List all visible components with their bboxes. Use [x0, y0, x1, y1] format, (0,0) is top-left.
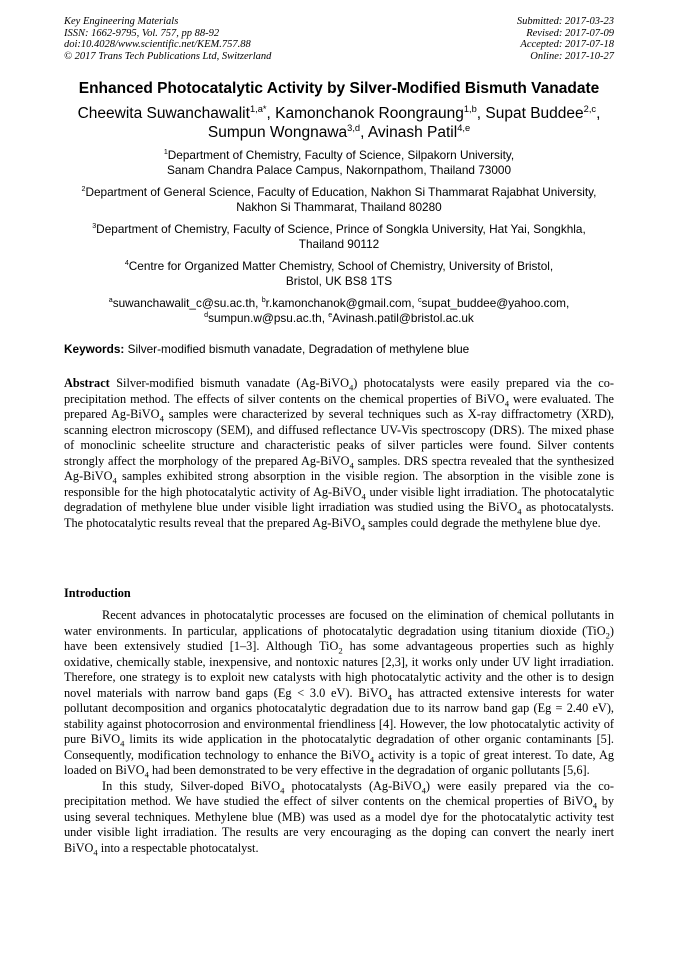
author: Supat Buddee$^{2,c}$: [485, 103, 597, 122]
affiliation: $^1$Department of Chemistry, Faculty of Science, Silpakorn University, Sanam Chandra Palace Campus, Nakornpathom, Thailand 73000: [163, 148, 515, 177]
email-link[interactable]: $^d$sumpun.w@psu.ac.th: [204, 311, 322, 325]
copyright-line: © 2017 Trans Tech Publications Ltd, Switzerland: [64, 50, 272, 62]
affiliation: $^3$Department of Chemistry, Faculty of Science, Prince of Songkla University, Hat Yai, Songkhla, Thailand 90112: [92, 222, 586, 251]
accepted-date: Accepted: 2017-07-18: [520, 39, 614, 50]
author: Cheewita Suwanchawalit$^{1,a*}$: [77, 103, 267, 122]
paper-title: Enhanced Photocatalytic Activity by Silver-Modified Bismuth Vanadate: [78, 80, 600, 97]
keywords: [64, 342, 614, 356]
issn-line: ISSN: 1662-9795, Vol. 757, pp 88-92: [64, 27, 220, 39]
affiliation: $^2$Department of General Science, Faculty of Education, Nakhon Si Thammarat Rajabhat University, Nakhon Si Thammarat, Thailand 80280: [81, 185, 597, 214]
doi-line: doi:10.4028/www.scientific.net/KEM.757.88: [64, 39, 251, 50]
introduction-body: [64, 608, 614, 856]
email-list: $^a$suwanchawalit_c@su.ac.th, $^b$r.kamonchanok@gmail.com, $^c$supat_buddee@yahoo.com, $^d$sumpun.w@psu.ac.th, $^e$Avinash.patil@bristol.ac.uk: [108, 296, 570, 325]
keywords-text: Silver-modified bismuth vanadate, Degradation of methylene blue: [127, 342, 470, 356]
keywords-label: Keywords:: [64, 342, 125, 356]
introduction-heading: Introduction: [64, 586, 131, 600]
journal-info: [64, 16, 271, 62]
abstract-label: Abstract: [64, 376, 110, 390]
abstract: [64, 376, 614, 531]
paragraph: Recent advances in photocatalytic processes are focused on the elimination of chemical pollutants in water environments. In particular, applications of photocatalytic degradation using titanium dioxide (TiO$_2$) have been extensively studied [1–3]. Although TiO$_2$ has some advantageous properties such as highly oxidative, chemically stable, inexpensive, and nontoxic natures [2,3], it works only under UV light irradiation. Therefore, one strategy is to exploit new catalysts with high photocatalytic activity and the other is to design novel materials with narrow band gaps (Eg < 3.0 eV). BiVO$_4$ has attracted extensive interests for water pollutant decomposition and organics photocatalytic degradation due to its narrow band gap (Eg = 2.40 eV), stability against photocorrosion and environmental friendliness [4]. However, the low photocatalytic activity of pure BiVO$_4$ limits its wide application in the photocatalytic degradation of other organic contaminants [5]. Consequently, modification technology to enhance the BiVO$_4$ activity is a topic of great interest. To date, Ag loaded on BiVO$_4$ had been demonstrated to be very effective in the degradation of organic pollutants [5,6].: [64, 608, 614, 780]
submitted-date: Submitted: 2017-03-23: [516, 16, 614, 27]
email-link[interactable]: $^b$r.kamonchanok@gmail.com: [261, 296, 412, 310]
revised-date: Revised: 2017-07-09: [526, 27, 614, 39]
author-list: Cheewita Suwanchawalit$^{1,a*}$, Kamonchanok Roongraung$^{1,b}$, Supat Buddee$^{2,c}$, Sumpun Wongnawa$^{3,d}$, Avinash Patil$^{4,e}$: [77, 103, 601, 141]
author: Sumpun Wongnawa$^{3,d}$: [207, 122, 361, 141]
author: Avinash Patil$^{4,e}$: [367, 122, 471, 141]
email-link[interactable]: $^a$suwanchawalit_c@su.ac.th: [108, 296, 256, 310]
email-link[interactable]: $^e$Avinash.patil@bristol.ac.uk: [328, 311, 474, 325]
submission-dates: [517, 16, 614, 62]
affiliation: $^4$Centre for Organized Matter Chemistry, School of Chemistry, University of Bristol, Bristol, UK BS8 1TS: [124, 259, 554, 288]
email-link[interactable]: $^c$supat_buddee@yahoo.com: [417, 296, 566, 310]
paragraph: In this study, Silver-doped BiVO$_4$ photocatalysts (Ag-BiVO$_4$) were easily prepared via the co-precipitation method. We have studied the effect of silver contents on the chemical properties of BiVO$_4$ by using several techniques. Methylene blue (MB) was used as a model dye for the photocatalytic activity test under visible light irradiation. The results are very encouraging as the doping can convert the nearly inert BiVO$_4$ into a respectable photocatalyst.: [64, 778, 615, 857]
affiliations: [40, 148, 638, 326]
journal-name: Key Engineering Materials: [64, 16, 179, 27]
author: Kamonchanok Roongraung$^{1,b}$: [275, 103, 477, 122]
abstract-text: Silver-modified bismuth vanadate (Ag-BiVO$_4$) photocatalysts were easily prepared via the co-precipitation method. The effects of silver contents on the chemical properties of BiVO$_4$ were evaluated. The prepared Ag-BiVO$_4$ samples were characterized by several techniques such as X-ray diffractometry (XRD), scanning electron microscopy (SEM), and diffused reflectance UV-Vis spectroscopy (DRS). The mixed phase of monoclinic scheelite structure and characteristic peaks of silver particles were found. Silver contents strongly affect the morphology of the prepared Ag-BiVO$_4$ samples. DRS spectra revealed that the synthesized Ag-BiVO$_4$ samples exhibited strong absorption in the visible region. The absorption in the visible zone is responsible for the high photocatalytic activity of Ag-BiVO$_4$ under visible light irradiation. The photocatalytic degradation of methylene blue under visible light irradiation was studied using the BiVO$_4$ as photocatalysts. The photocatalytic results reveal that the prepared Ag-BiVO$_4$ samples could degrade the methylene blue dye.: [64, 376, 615, 532]
online-date: Online: 2017-10-27: [530, 50, 614, 62]
